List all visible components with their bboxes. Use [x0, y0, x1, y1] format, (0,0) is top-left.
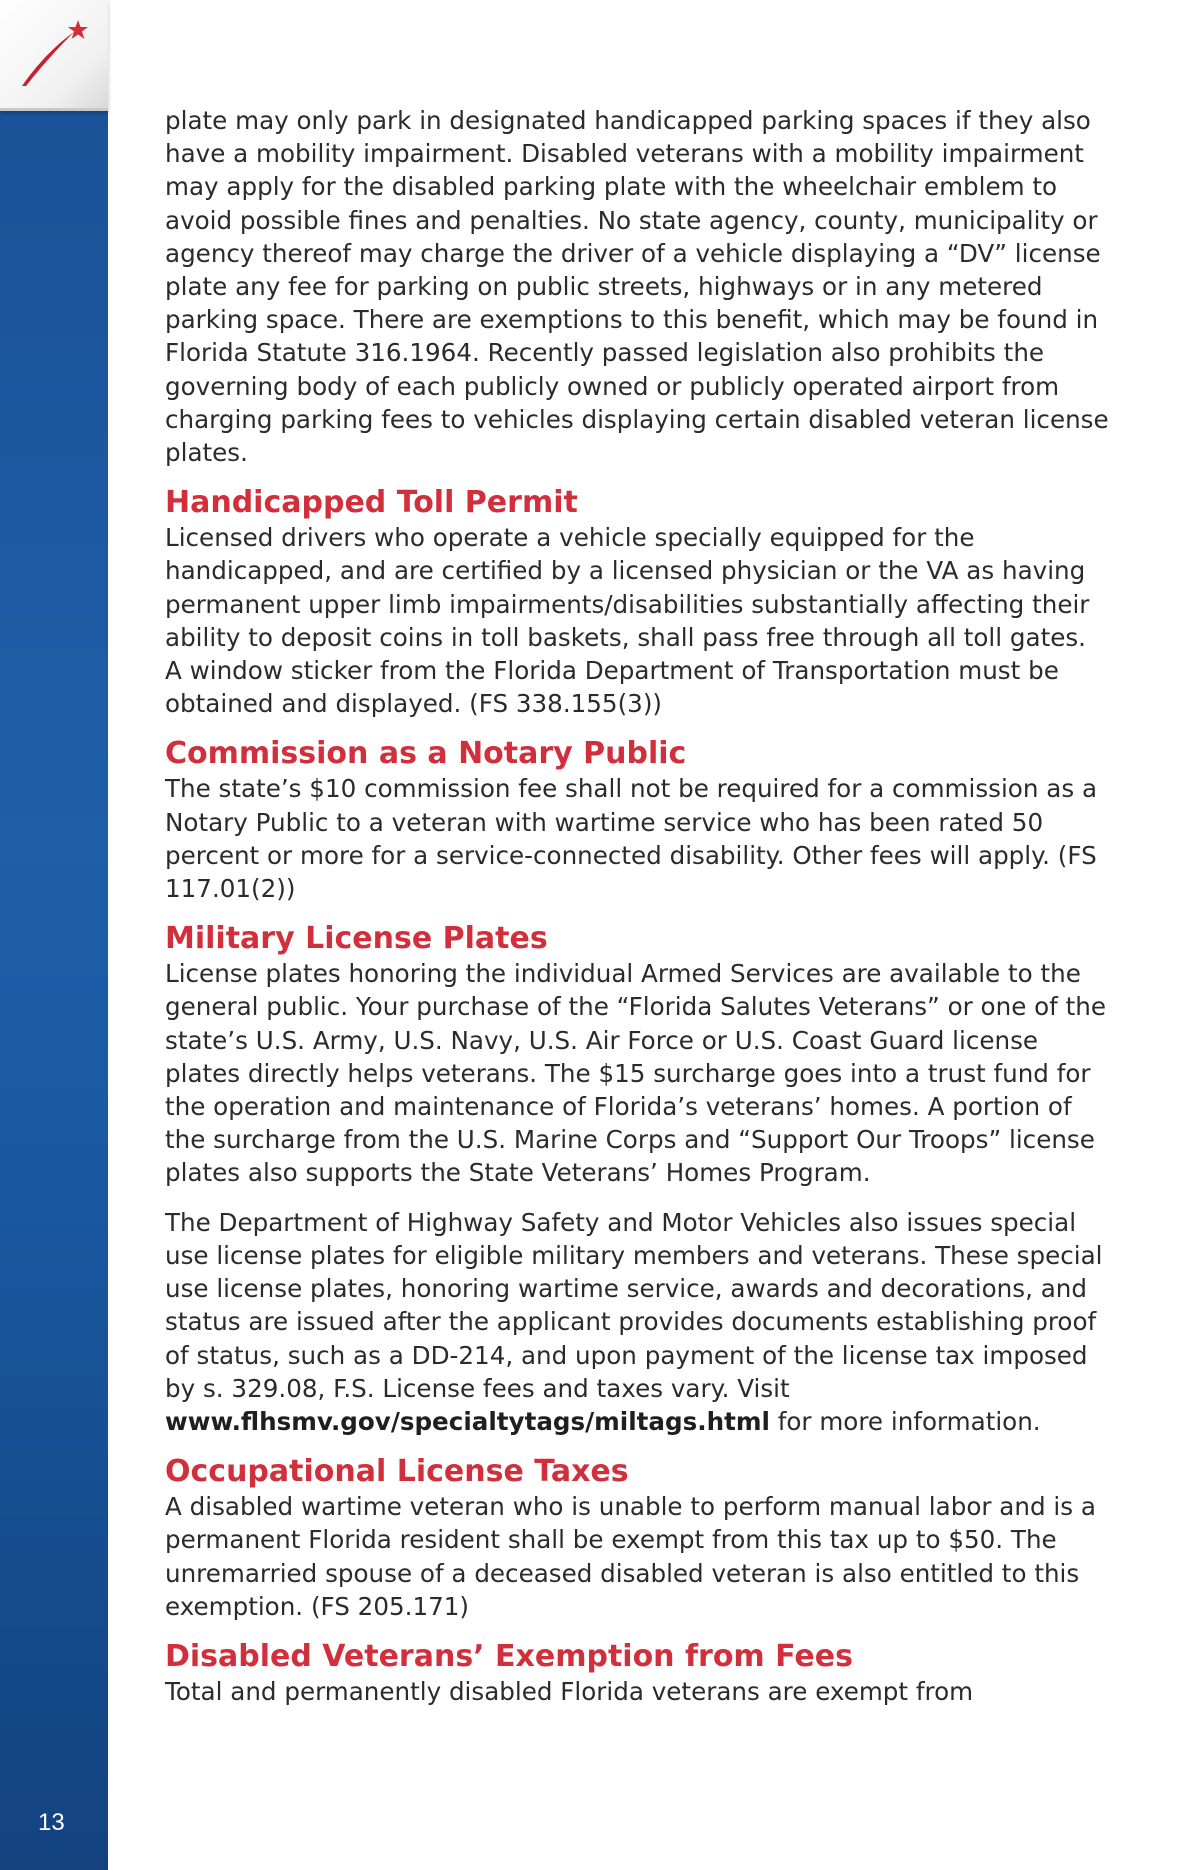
license-plates-text-after-link: for more information.: [769, 1406, 1041, 1436]
license-plates-paragraph-1: License plates honoring the individual Armed Services are available to the general public. Your purchase of the “Florida Salutes Veterans” or one of the state’s U.S. Army, U.S. Navy, U.S. Air Force or U.S. Coast Guard license plates directly helps veterans. The $15 surcharge goes into a trust fund for the operation and maintenance of Florida’s veterans’ homes. A portion of the surcharge from the U.S. Marine Corps and “Support Our Troops” license plates also supports the State Veterans’ Homes Program.: [165, 959, 1107, 1188]
exemption-fees-paragraph: Total and permanently disabled Florida veterans are exempt from: [165, 1676, 974, 1706]
intro-paragraph: plate may only park in designated handicapped parking spaces if they also have a mobility impairment. Disabled veterans with a mobility impairment may apply for the disabled parking plate with the wheelchair emblem to avoid possible fines and penalties. No state agency, county, municipality or agency thereof may charge the driver of a vehicle displaying a “DV” license plate any fee for parking on public streets, highways or in any metered parking space. There are exemptions to this benefit, which may be found in Florida Statute 316.1964. Recently passed legislation also prohibits the governing body of each publicly owned or publicly operated airport from charging parking fees to vehicles displaying certain disabled veteran license plates.: [165, 106, 1109, 468]
notary-paragraph: The state’s $10 commission fee shall not be required for a commission as a Notary Public to a veteran with wartime service who has been rated 50 percent or more for a service-connected disability. Other fees will apply. (FS 117.01(2)): [165, 774, 1098, 904]
toll-permit-paragraph: Licensed drivers who operate a vehicle specially equipped for the handicapped, and are certified by a licensed physician or the VA as having permanent upper limb impairments/disabilities substantially affecting their ability to deposit coins in toll baskets, shall pass free through all toll gates. A window sticker from the Florida Department of Transportation must be obtained and displayed. (FS 338.155(3)): [165, 523, 1090, 719]
shooting-star-icon: [18, 18, 90, 90]
page-number: 13: [38, 1809, 65, 1836]
occupational-paragraph: A disabled wartime veteran who is unable to perform manual labor and is a permanent Florida resident shall be exempt from this tax up to $50. The unremarried spouse of a deceased disabled veteran is also entitled to this exemption. (FS 205.171): [165, 1492, 1096, 1621]
license-plates-text-before-link: The Department of Highway Safety and Motor Vehicles also issues special use license plates for eligible military members and veterans. These special use license plates, honoring wartime service, awards and decorations, and status are issued after the applicant provides documents establishing proof of status, such as a DD-214, and upon payment of the license tax imposed by s. 329.08, F.S. License fees and taxes vary. Visit: [165, 1207, 1103, 1403]
heading-military-license-plates: Military License Plates: [165, 921, 548, 957]
heading-notary-public: Commission as a Notary Public: [165, 736, 687, 772]
page-content: [165, 104, 1110, 1708]
heading-handicapped-toll-permit: Handicapped Toll Permit: [165, 485, 578, 521]
logo: [0, 0, 108, 111]
heading-occupational-license-taxes: Occupational License Taxes: [165, 1454, 629, 1490]
license-plates-paragraph-2: [165, 1206, 1110, 1438]
left-sidebar-band: [0, 0, 108, 1870]
miltags-link[interactable]: www.flhsmv.gov/specialtytags/miltags.html: [165, 1406, 770, 1436]
heading-exemption-from-fees: Disabled Veterans’ Exemption from Fees: [165, 1638, 853, 1674]
